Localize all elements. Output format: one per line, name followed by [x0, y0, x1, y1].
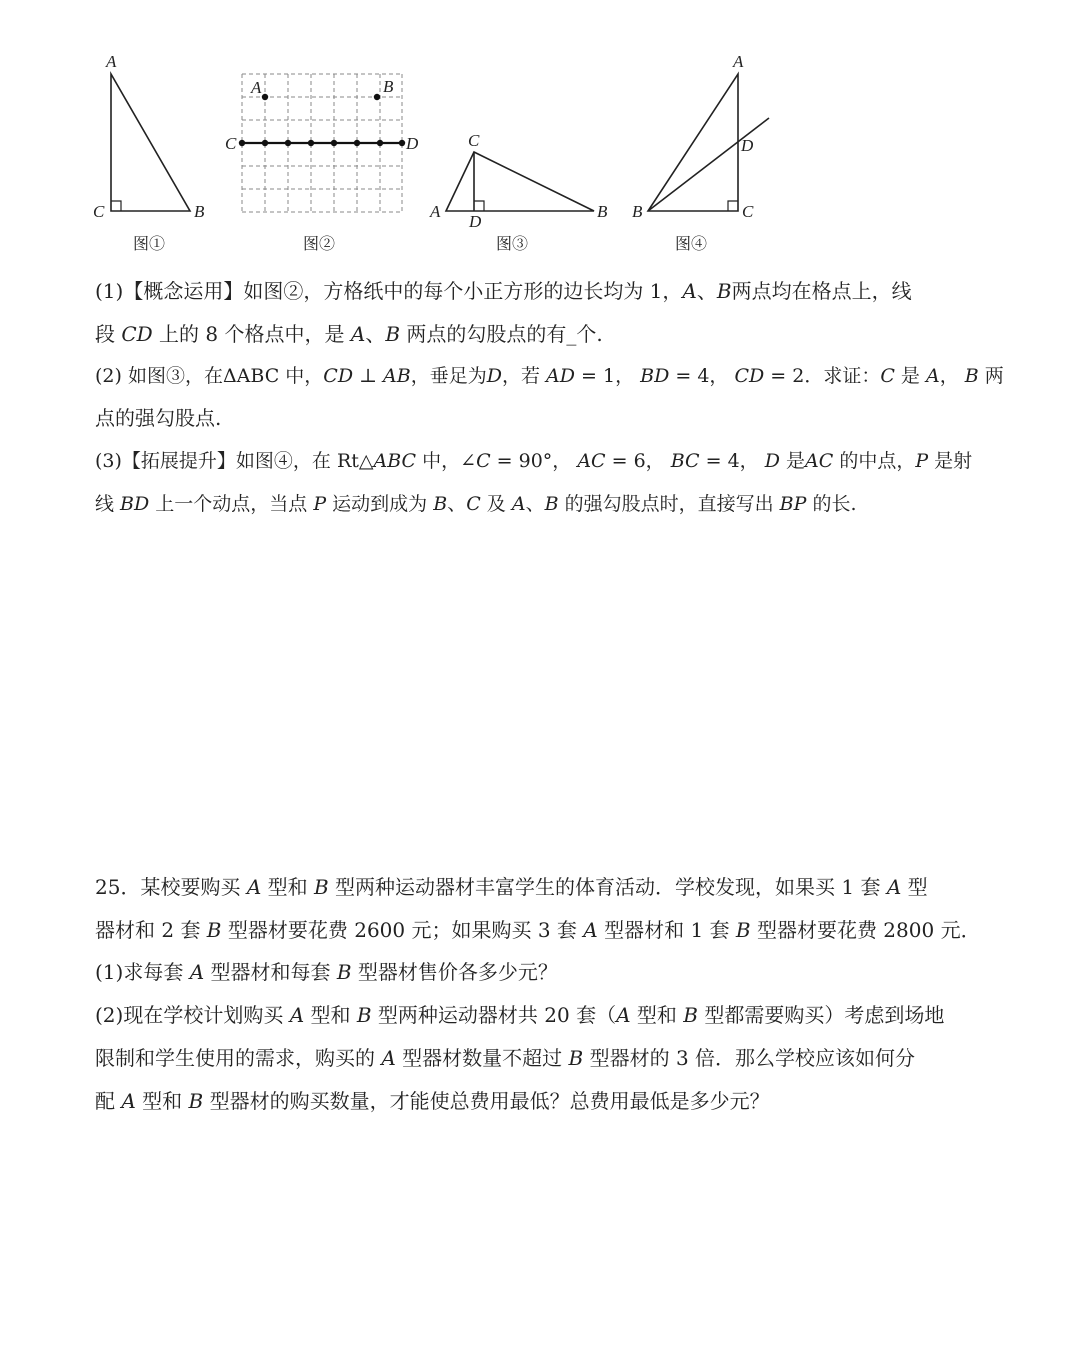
- figure-4: [632, 52, 769, 253]
- fig2-label-d: D: [406, 134, 419, 153]
- fig2-label-b: B: [383, 77, 394, 96]
- fig3-label-b: B: [597, 202, 608, 221]
- q24-part3-line1: (3)【拓展提升】如图④，在 Rt△ABC 中，∠C = 90°， AC = 6， BC = 4， D 是AC 的中点，P 是射: [95, 450, 973, 472]
- fig4-label-a: A: [733, 52, 744, 71]
- fig1-caption: 图①: [133, 234, 166, 253]
- q25-line1: 25．某校要购买 A 型和 B 型两种运动器材丰富学生的体育活动．学校发现，如果买 1 套 A 型: [95, 875, 928, 899]
- q24-part1-line1: (1)【概念运用】如图②，方格纸中的每个小正方形的边长均为 1，A、B两点均在格点上，线: [95, 279, 912, 303]
- figure-1: [93, 52, 205, 253]
- q24-part2-line2: 点的强勾股点.: [95, 406, 222, 430]
- fig3-label-d: D: [469, 212, 482, 231]
- q25-line2: 器材和 2 套 B 型器材要花费 2600 元；如果购买 3 套 A 型器材和 1 套 B 型器材要花费 2800 元．: [95, 918, 981, 942]
- fig2-caption: 图②: [303, 234, 336, 253]
- q24-part3-line2: 线 BD 上一个动点，当点 P 运动到成为 B、C 及 A、B 的强勾股点时，直接写出 BP 的长.: [95, 493, 857, 515]
- fig3-caption: 图③: [496, 234, 529, 253]
- q24-part1-line2: 段 CD 上的 8 个格点中，是 A、B 两点的勾股点的有_个.: [95, 322, 603, 346]
- fig2-label-c: C: [225, 134, 237, 153]
- fig2-label-a: A: [251, 78, 262, 97]
- q25-line5: 限制和学生使用的需求，购买的 A 型器材数量不超过 B 型器材的 3 倍．那么学校应该如何分: [95, 1046, 916, 1070]
- fig1-label-a: A: [106, 52, 117, 71]
- fig4-label-d: D: [741, 136, 754, 155]
- q25-line4: (2)现在学校计划购买 A 型和 B 型两种运动器材共 20 套（A 型和 B 型都需要购买）考虑到场地: [95, 1003, 945, 1027]
- fig4-label-c: C: [742, 202, 754, 221]
- fig4-caption: 图④: [675, 234, 708, 253]
- q24-part2-line1: (2) 如图③，在ΔABC 中，CD ⊥ AB，垂足为D，若 AD = 1， BD = 4， CD = 2．求证：C 是 A， B 两: [95, 365, 1004, 387]
- fig3-label-a: A: [430, 202, 441, 221]
- q25-line3: (1)求每套 A 型器材和每套 B 型器材售价各多少元？: [95, 960, 558, 984]
- fig3-label-c: C: [468, 131, 480, 150]
- fig1-label-b: B: [194, 202, 205, 221]
- figure-2: [225, 74, 419, 253]
- q25-line6: 配 A 型和 B 型器材的购买数量，才能使总费用最低？总费用最低是多少元？: [95, 1089, 770, 1113]
- figures-row: [0, 0, 1080, 260]
- fig1-label-c: C: [93, 202, 105, 221]
- figure-3: [429, 131, 608, 253]
- fig4-label-b: B: [632, 202, 643, 221]
